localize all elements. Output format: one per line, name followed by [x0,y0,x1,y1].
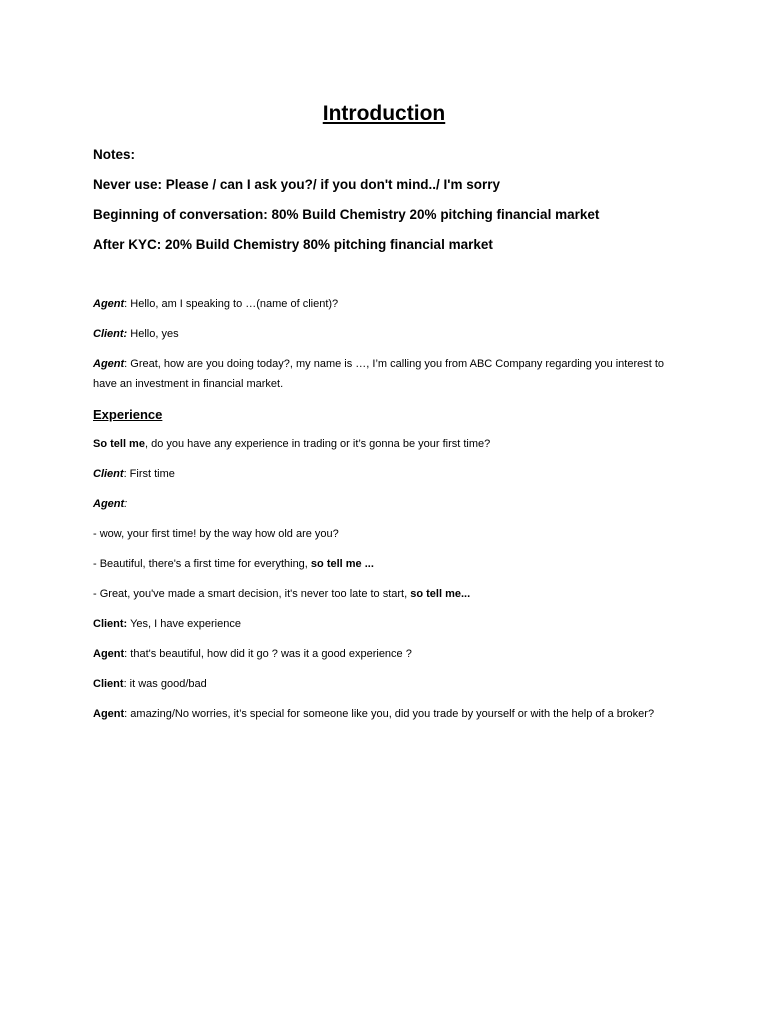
notes-after-kyc: After KYC: 20% Build Chemistry 80% pitching financial market [93,237,493,252]
dialogue-line-agent-great [93,354,673,394]
dialogue-line-client-first-time [93,464,673,484]
speaker-client: Client [93,678,124,690]
question-text: , do you have any experience in trading or it’s gonna be your first time? [144,438,491,450]
page-title: Introduction [322,102,446,125]
option-bold: so tell me ... [310,558,374,570]
dialogue-line-client-good-bad [93,674,673,694]
dialogue-line-client-experience [93,614,673,634]
question-lead: So tell me [93,438,145,450]
speaker-client: Client [93,468,124,480]
dialogue-text: : amazing/No worries, it’s special for someone like you, did you trade by yourself or with the help of a broker? [124,708,655,720]
dialogue-text: Yes, I have experience [127,618,241,630]
dialogue-line-agent-question [93,644,673,664]
speaker-agent: Agent [93,708,125,720]
dialogue-line-client-hello [93,324,673,344]
agent-option-2 [93,554,673,574]
section-heading-experience: Experience [93,407,163,422]
dialogue-text: : that's beautiful, how did it go ? was it a good experience ? [124,648,412,660]
speaker-agent: Agent [93,298,125,310]
speaker-sep: : [124,358,128,370]
agent-option-3 [93,584,673,604]
speaker-client: Client: [93,618,128,630]
speaker-agent: Agent [93,358,125,370]
notes-beginning: Beginning of conversation: 80% Build Chemistry 20% pitching financial market [93,207,600,222]
speaker-sep: : [124,298,128,310]
dialogue-text: : First time [123,468,175,480]
speaker-agent: Agent [93,498,125,510]
notes-label: Notes: [93,147,136,162]
dialogue-text: Hello, yes [127,328,179,340]
notes-never-use: Never use: Please / can I ask you?/ if you don't mind../ I'm sorry [93,177,501,192]
speaker-sep: : [124,498,128,510]
option-text: - Great, you've made a smart decision, it's never too late to start, [93,588,411,600]
dialogue-text: Great, how are you doing today?, my name is …, I’m calling you from ABC Company regarding you interest to have an investment in financial market. [93,358,665,390]
dialogue-text: Hello, am I speaking to …(name of client)? [127,298,339,310]
option-text: - Beautiful, there's a first time for everything, [93,558,311,570]
speaker-client: Client: [93,328,128,340]
agent-option-1: - wow, your first time! by the way how old are you? [93,528,339,540]
option-bold: so tell me... [410,588,471,600]
experience-question [93,434,673,454]
speaker-agent: Agent [93,648,125,660]
dialogue-text: : it was good/bad [123,678,207,690]
dialogue-line-agent-final [93,704,673,724]
agent-label [93,494,673,514]
dialogue-line-agent-hello [93,294,673,314]
